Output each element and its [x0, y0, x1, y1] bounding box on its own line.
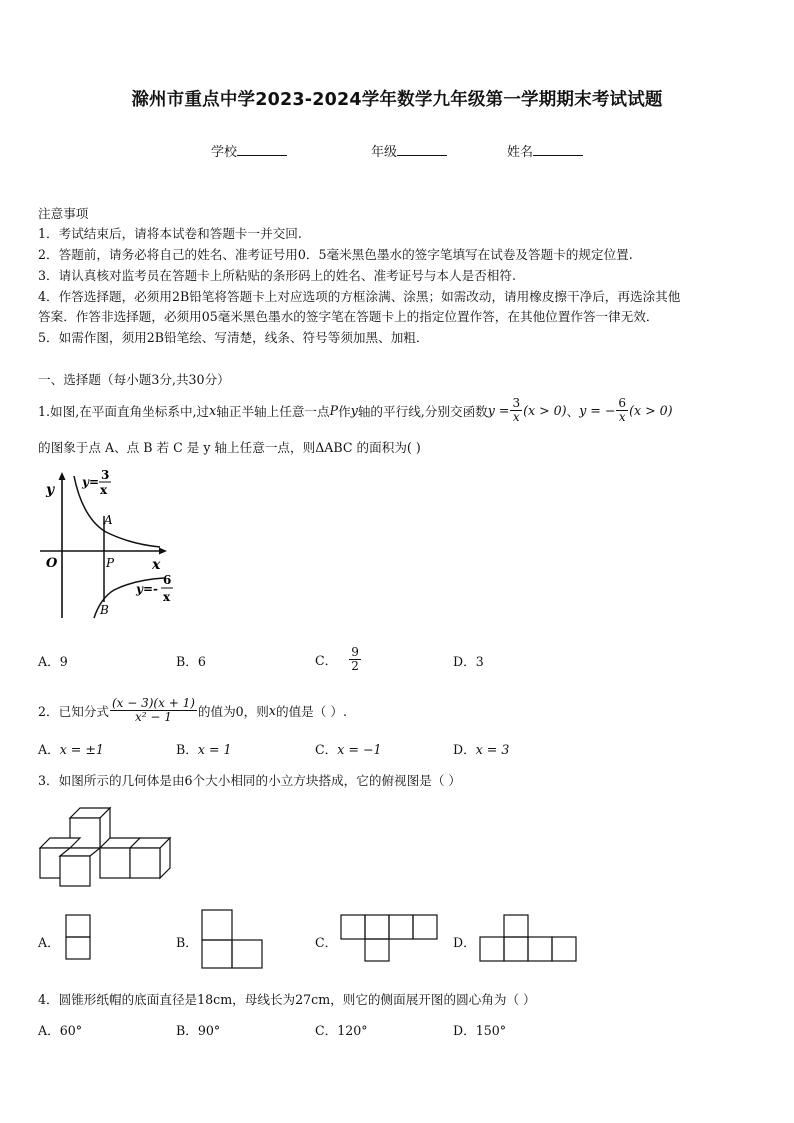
q1-option-c-label: C． — [315, 652, 338, 668]
q1-f2-cond: (x > 0) — [629, 402, 673, 418]
q1-var-x: x — [209, 402, 217, 418]
x-axis-arrow — [159, 548, 167, 555]
q2-option-b-value: x = 1 — [197, 742, 232, 757]
q2-fraction — [110, 697, 197, 724]
q2-suffix-b: 的值是（ ）. — [275, 703, 347, 719]
point-p-label: P — [106, 556, 115, 570]
q4-option-a[interactable]: A．60° — [38, 1023, 83, 1038]
q2-var: x — [268, 702, 276, 718]
notice-item: 3．请认真核对监考员在答题卡上所粘贴的条形码上的姓名、准考证号与本人是否相符. — [38, 268, 516, 283]
top-curve-num: 3 — [101, 468, 110, 482]
q2-option-b[interactable] — [176, 739, 232, 758]
grade-label: 年级 — [371, 145, 398, 160]
q1-f1-lhs: y = — [487, 402, 510, 418]
q3-stem: 3．如图所示的几何体是由6个大小相同的小立方块搭成，它的俯视图是（ ） — [38, 773, 462, 788]
cube-right — [100, 848, 130, 878]
q1-option-b[interactable]: B．6 — [176, 654, 206, 669]
q3-option-d-figure — [478, 913, 580, 963]
q1-option-c[interactable] — [315, 640, 362, 678]
q2-option-b-label: B． — [176, 742, 198, 757]
q3-option-c[interactable]: C． — [315, 935, 338, 950]
top-curve-den: x — [100, 483, 108, 497]
q4-option-b[interactable]: B．90° — [176, 1023, 221, 1038]
q1-option-d[interactable]: D．3 — [453, 654, 484, 669]
q2-option-c-value: x = −1 — [337, 742, 382, 757]
q3-option-a-figure — [64, 913, 92, 963]
cube-front — [60, 856, 90, 886]
q2-stem — [38, 690, 347, 730]
q1-f1-fraction — [510, 397, 522, 424]
q2-option-a-label: A． — [38, 742, 60, 757]
point-b-label: B — [100, 603, 109, 617]
q2-option-d-label: D． — [453, 742, 476, 757]
q2-option-a-value: x = ±1 — [59, 742, 104, 757]
name-blank — [533, 143, 583, 156]
q2-prefix: 2．已知分式 — [38, 703, 109, 719]
top-curve-label: y= — [82, 475, 100, 489]
q3-option-d[interactable]: D． — [453, 935, 476, 950]
q1-f2-lhs: y = − — [579, 402, 616, 418]
y-axis-label: y — [46, 482, 55, 498]
q1-sep: 、 — [566, 403, 580, 419]
notice-item: 2．答题前，请务必将自己的姓名、准考证号用0．5毫米黑色墨水的签字笔填写在试卷及答题卡的规定位置. — [38, 247, 633, 262]
q2-den: x² − 1 — [134, 709, 172, 724]
q2-option-c-label: C． — [315, 742, 338, 757]
grade-field — [371, 141, 447, 160]
q1-stem-line1 — [38, 390, 673, 430]
q1-var-p: P — [329, 402, 339, 418]
bottom-curve-num: 6 — [163, 573, 172, 587]
point-a-label: A — [104, 513, 113, 527]
section-heading: 一、选择题（每小题3分,共30分） — [38, 372, 230, 387]
q1-f1-num: 3 — [512, 395, 521, 410]
school-blank — [237, 143, 287, 156]
name-field — [507, 141, 583, 160]
q1-option-c-den: 2 — [351, 658, 359, 673]
q2-option-c[interactable] — [315, 739, 381, 758]
q1-text-b: 轴正半轴上任意一点 — [216, 403, 330, 419]
q1-text-a: 1.如图,在平面直角坐标系中,过 — [38, 403, 210, 419]
q1-f2-num: 6 — [618, 395, 627, 410]
bottom-curve-label: y=- — [136, 582, 159, 596]
q4-stem: 4．圆锥形纸帽的底面直径是18cm，母线长为27cm，则它的侧面展开图的圆心角为（ ） — [38, 992, 536, 1007]
q1-var-y: y — [350, 402, 358, 418]
q1-graph — [36, 466, 178, 624]
name-label: 姓名 — [507, 145, 534, 160]
notice-item: 答案．作答非选择题，必须用05毫米黑色墨水的签字笔在答题卡上的指定位置作答，在其他位置作答一律无效． — [38, 309, 659, 324]
grade-blank — [397, 143, 447, 156]
q4-option-c[interactable]: C．120° — [315, 1023, 368, 1038]
y-axis-arrow — [59, 472, 66, 480]
q2-option-d-value: x = 3 — [475, 742, 510, 757]
x-axis-label: x — [152, 557, 161, 573]
q3-option-c-figure — [339, 913, 441, 963]
q3-solid-figure — [38, 806, 172, 888]
school-label: 学校 — [211, 145, 238, 160]
q2-suffix-a: 的值为0，则 — [197, 703, 269, 719]
q2-option-d[interactable] — [453, 739, 509, 758]
notice-item: 1．考试结束后，请将本试卷和答题卡一并交回. — [38, 226, 302, 241]
q1-option-c-fraction — [349, 646, 361, 673]
q3-option-a[interactable]: A． — [38, 935, 60, 950]
q1-option-a[interactable]: A．9 — [38, 654, 68, 669]
notice-item: 4．作答选择题，必须用2B铅笔将答题卡上对应选项的方框涂满、涂黑；如需改动，请用橡皮擦干净后，再选涂其他 — [38, 289, 681, 304]
notice-heading: 注意事项 — [38, 206, 89, 221]
q1-f1-den: x — [512, 409, 520, 424]
page-title: 滁州市重点中学2023-2024学年数学九年级第一学期期末考试试题 — [131, 90, 663, 110]
q2-num: (x − 3)(x + 1) — [111, 695, 195, 710]
origin-label: O — [46, 556, 58, 571]
q1-text-d: 轴的平行线,分别交函数 — [357, 403, 488, 419]
q1-f2-den: x — [618, 409, 626, 424]
q4-option-d[interactable]: D．150° — [453, 1023, 507, 1038]
q1-text-c: 作 — [338, 403, 351, 419]
q3-option-b[interactable]: B． — [176, 935, 198, 950]
notice-item: 5．如需作图，须用2B铅笔绘、写清楚，线条、符号等须加黑、加粗． — [38, 330, 429, 345]
q2-option-a[interactable] — [38, 739, 104, 758]
q1-f1-cond: (x > 0) — [523, 402, 567, 418]
q1-stem-line2: 的图象于点 A、点 B 若 C 是 y 轴上任意一点，则ΔABC 的面积为( ) — [38, 440, 421, 455]
bottom-curve-den: x — [163, 590, 171, 604]
q3-option-b-figure — [200, 908, 264, 972]
school-field — [211, 141, 287, 160]
q1-option-c-num: 9 — [351, 644, 359, 659]
q1-f2-fraction — [616, 397, 628, 424]
cube-far-right — [130, 848, 160, 878]
